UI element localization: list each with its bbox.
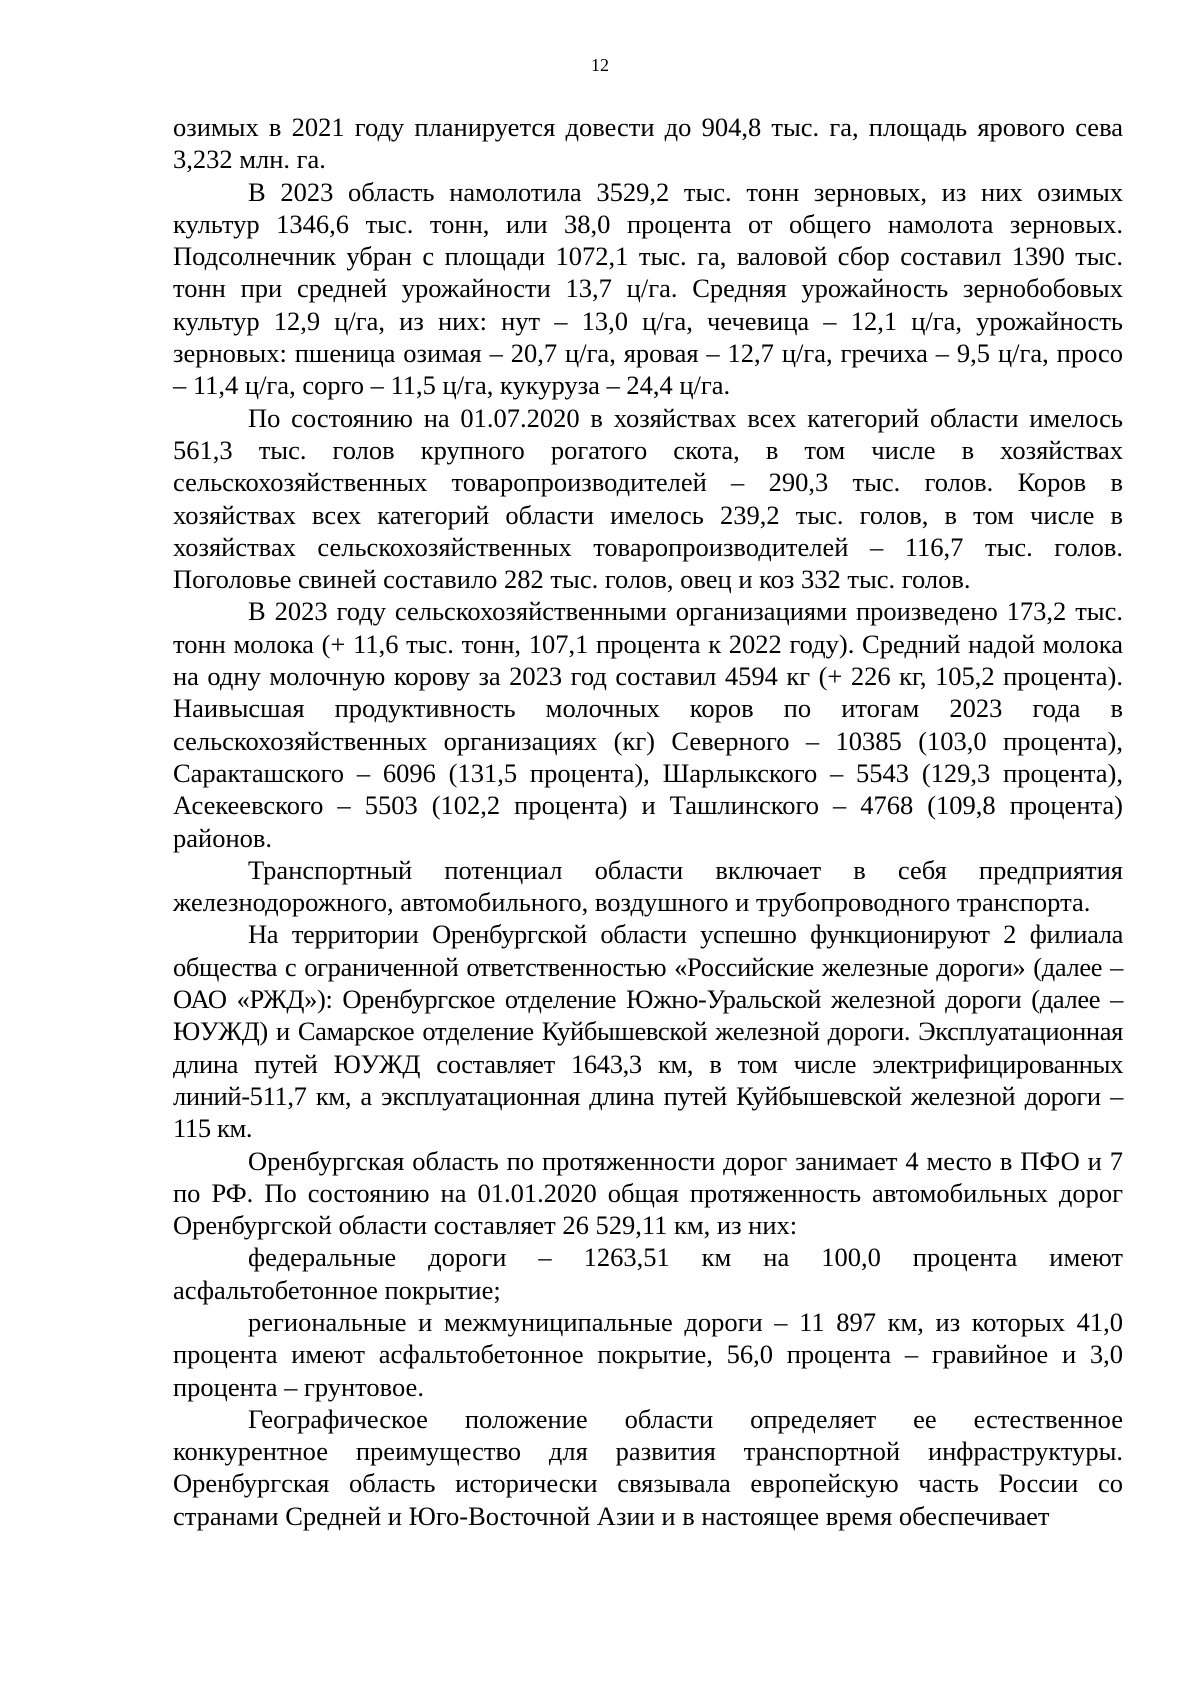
paragraph-railways: На территории Оренбургской области успешно функционируют 2 филиала общества с ограниченной ответственностью «Российские железные дороги» (далее – ОАО «РЖД»): Оренбургское отделение Южно-Уральской железной дороги (далее – ЮУЖД) и Самарское отделение Куйбышевской железной дороги. Эксплуатационная длина путей ЮУЖД составляет 1643,3 км, в том числе электрифицированных линий-511,7 км, а эксплуатационная длина путей Куйбышевской железной дороги – 115 км. — [173, 919, 1123, 1144]
paragraph-federal-roads: федеральные дороги – 1263,51 км на 100,0 процента имеют асфальтобетонное покрытие; — [173, 1242, 1123, 1305]
paragraph-transport-potential: Транспортный потенциал области включает в себя предприятия железнодорожного, автомобильного, воздушного и трубопроводного транспорта. — [173, 854, 1123, 918]
paragraph-geographic-position: Географическое положение области определяет ее естественное конкурентное преимущество для развития транспортной инфраструктуры. Оренбургская область исторически связывала европейскую часть России со странами Средней и Юго-Восточной Азии и в настоящее время обеспечивает — [173, 1403, 1123, 1531]
paragraph-winter-crops: озимых в 2021 году планируется довести до 904,8 тыс. га, площадь ярового сева 3,232 млн. га. — [173, 112, 1123, 175]
paragraph-roads-length: Оренбургская область по протяженности дорог занимает 4 место в ПФО и 7 по РФ. По состоянию на 01.01.2020 общая протяженность автомобильных дорог Оренбургской области составляет 26 529,11 км, из них: — [173, 1145, 1123, 1241]
paragraph-regional-roads: региональные и межмуниципальные дороги – 11 897 км, из которых 41,0 процента имеют асфальтобетонное покрытие, 56,0 процента – гравийное и 3,0 процента – грунтовое. — [173, 1306, 1123, 1402]
paragraph-harvest-2023: В 2023 область намолотила 3529,2 тыс. тонн зерновых, из них озимых культур 1346,6 тыс. тонн, или 38,0 процента от общего намолота зерновых. Подсолнечник убран с площади 1072,1 тыс. га, валовой сбор составил 1390 тыс. тонн при средней урожайности 13,7 ц/га. Средняя урожайность зернобобовых культур 12,9 ц/га, из них: нут – 13,0 ц/га, чечевица – 12,1 ц/га, урожайность зерновых: пшеница озимая – 20,7 ц/га, яровая – 12,7 ц/га, гречиха – 9,5 ц/га, просо – 11,4 ц/га, сорго – 11,5 ц/га, кукуруза – 24,4 ц/га. — [173, 176, 1123, 401]
paragraph-livestock: По состоянию на 01.07.2020 в хозяйствах всех категорий области имелось 561,3 тыс. голов крупного рогатого скота, в том числе в хозяйствах сельскохозяйственных товаропроизводителей – 290,3 тыс. голов. Коров в хозяйствах всех категорий области имелось 239,2 тыс. голов, в том числе в хозяйствах сельскохозяйственных товаропроизводителей – 116,7 тыс. голов. Поголовье свиней составило 282 тыс. голов, овец и коз 332 тыс. голов. — [173, 402, 1123, 595]
document-body — [173, 111, 1123, 1532]
page-number: 12 — [591, 55, 609, 75]
paragraph-milk-production: В 2023 году сельскохозяйственными организациями произведено 173,2 тыс. тонн молока (+ 11,6 тыс. тонн, 107,1 процента к 2022 году). Средний надой молока на одну молочную корову за 2023 год составил 4594 кг (+ 226 кг, 105,2 процента). Наивысшая продуктивность молочных коров по итогам 2023 года в сельскохозяйственных организациях (кг) Северного – 10385 (103,0 процента), Саракташского – 6096 (131,5 процента), Шарлыкского – 5543 (129,3 процента), Асекеевского – 5503 (102,2 процента) и Ташлинского – 4768 (109,8 процента) районов. — [173, 596, 1123, 853]
